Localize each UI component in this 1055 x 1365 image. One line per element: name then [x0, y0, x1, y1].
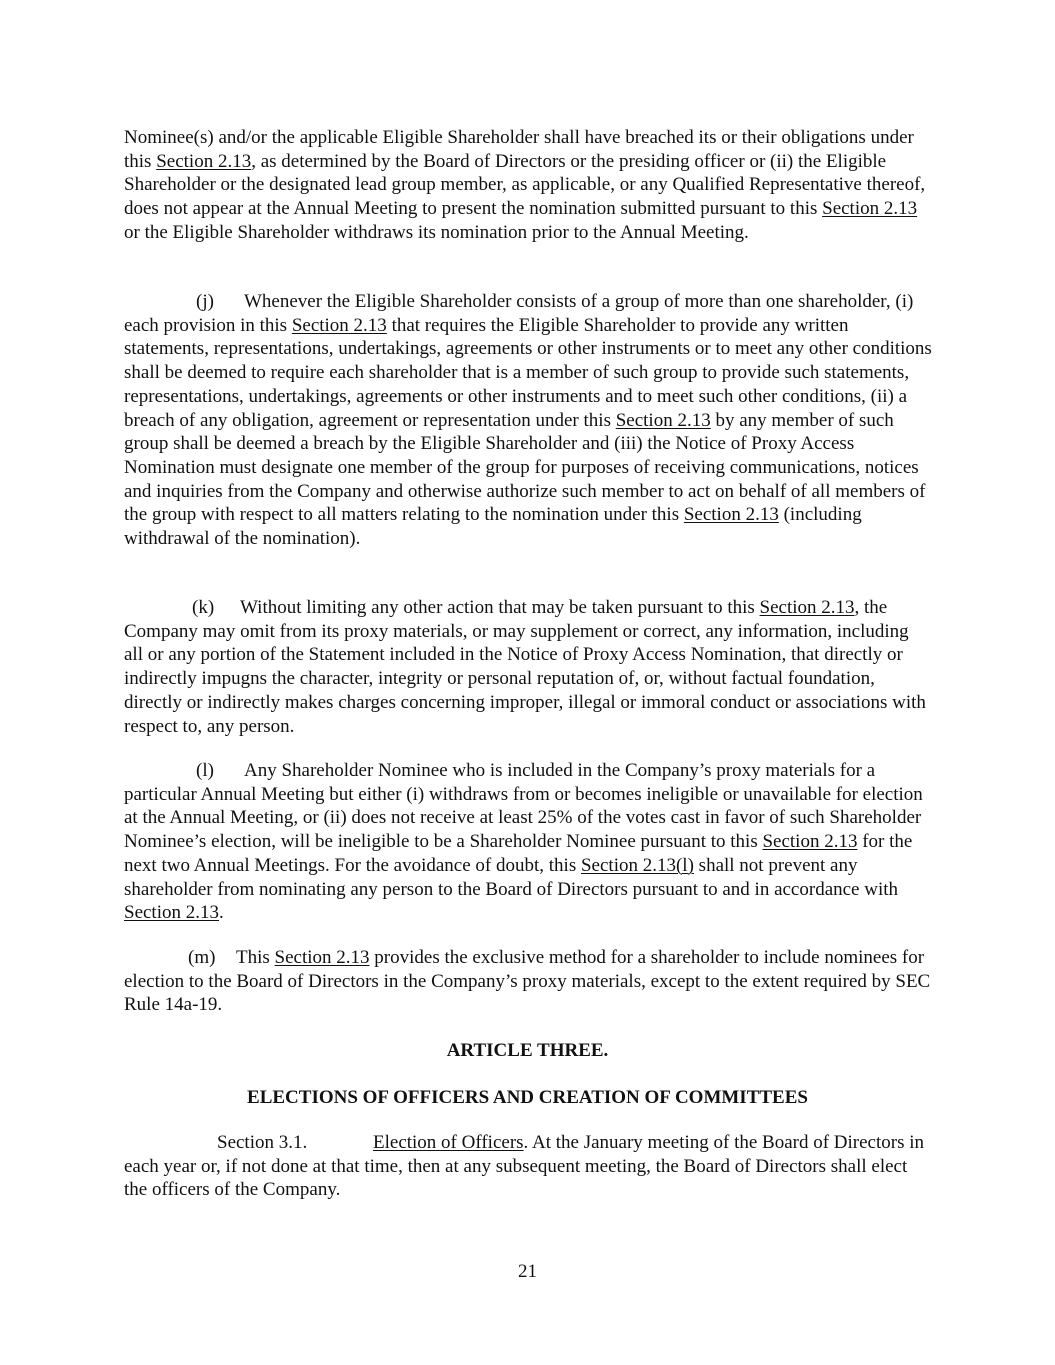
paragraph-label: (l)	[196, 760, 214, 781]
section-reference: Section 2.13	[762, 831, 858, 853]
section-reference: Section 2.13	[291, 314, 387, 336]
paragraph-text: . At the January meeting of the Board of Directors in each year or, if not done at that time, then at any subsequent meeting, the Board of Directors shall elect the officers of the Company.	[124, 1132, 925, 1201]
section-reference: Section 2.13(l)	[580, 854, 694, 876]
paragraph-text: for the next two Annual Meetings. For the avoidance of doubt, this	[124, 831, 913, 876]
paragraph-k	[124, 596, 932, 738]
section-reference: Section 2.13	[156, 150, 252, 172]
section-reference: Section 2.13	[274, 947, 370, 968]
paragraph-label: (m)	[188, 947, 216, 968]
paragraph-text: Whenever the Eligible Shareholder consists of a group of more than one shareholder, (i) each provision in this	[124, 291, 914, 336]
paragraph-text: Any Shareholder Nominee who is included in the Company’s proxy materials for a particular Annual Meeting but either (i) withdraws from or becomes ineligible or unavailable for election at the Annual Meeting, or (ii) does not receive at least 25% of the votes cast in favor of such Shareholder Nominee’s election, will be ineligible to be a Shareholder Nominee pursuant to this	[124, 760, 923, 853]
paragraph-text: shall not prevent any shareholder from nominating any person to the Board of Directors pursuant to and in accordance with	[124, 854, 899, 900]
section-title: Election of Officers	[373, 1132, 524, 1153]
section-reference: Section 2.13	[615, 409, 711, 431]
article-subheading: ELECTIONS OF OFFICERS AND CREATION OF COMMITTEES	[247, 1087, 808, 1108]
paragraph-label: (k)	[192, 597, 215, 618]
paragraph-i-continued	[124, 126, 932, 245]
paragraph-text: by any member of such group shall be deemed a breach by the Eligible Shareholder and (iii) the Notice of Proxy Access Nomination must designate one member of the group for purposes of receiving communications, notices and inquiries from the Company and otherwise authorize such member to act on behalf of all members of the group with respect to all matters relating to the nomination under this	[124, 409, 926, 526]
page-number: 21	[518, 1261, 537, 1282]
article-heading: ARTICLE THREE.	[446, 1040, 609, 1061]
paragraph-m	[124, 946, 932, 1017]
section-reference: Section 2.13	[124, 902, 219, 924]
paragraph-j	[124, 290, 932, 551]
section-reference: Section 2.13	[822, 198, 918, 220]
paragraph-text: This	[236, 947, 275, 968]
paragraph-text: or the Eligible Shareholder withdraws its nomination prior to the Annual Meeting.	[124, 221, 749, 243]
section-number: Section 3.1.	[217, 1132, 308, 1153]
paragraph-text: provides the exclusive method for a shareholder to include nominees for election to the Board of Directors in the Company’s proxy materials, except to the extent required by SEC Rule 14a-19.	[124, 947, 931, 1016]
paragraph-text: , the Company may omit from its proxy materials, or may supplement or correct, any information, including all or any portion of the Statement included in the Notice of Proxy Access Nomination, that directly or indirectly impugns the character, integrity or personal reputation of, or, without factual foundation, directly or indirectly makes charges concerning improper, illegal or immoral conduct or associations with respect to, any person.	[124, 597, 926, 737]
paragraph-l	[124, 759, 932, 925]
paragraph-label: (j)	[196, 291, 214, 312]
paragraph-text: , as determined by the Board of Directors or the presiding officer or (ii) the Eligible Shareholder or the designated lead group member, as applicable, or any Qualified Representative thereof, does not appear at the Annual Meeting to present the nomination submitted pursuant to this	[124, 150, 926, 220]
section-reference: Section 2.13	[683, 504, 779, 526]
paragraph-text: .	[219, 902, 224, 924]
section-3-1-paragraph	[124, 1131, 932, 1202]
paragraph-text: that requires the Eligible Shareholder to provide any written statements, representations, undertakings, agreements or other instruments or to meet any other conditions shall be deemed to require each shareholder that is a member of such group to provide such statements, representations, undertakings, agreements or other instruments and to meet such other conditions, (ii) a breach of any obligation, agreement or representation under this	[124, 314, 932, 431]
paragraph-text: (including withdrawal of the nomination).	[124, 504, 862, 550]
paragraph-text: Without limiting any other action that may be taken pursuant to this	[240, 597, 760, 618]
section-reference: Section 2.13	[759, 597, 855, 618]
paragraph-text: Nominee(s) and/or the applicable Eligible Shareholder shall have breached its or their obligations under this	[124, 127, 914, 172]
